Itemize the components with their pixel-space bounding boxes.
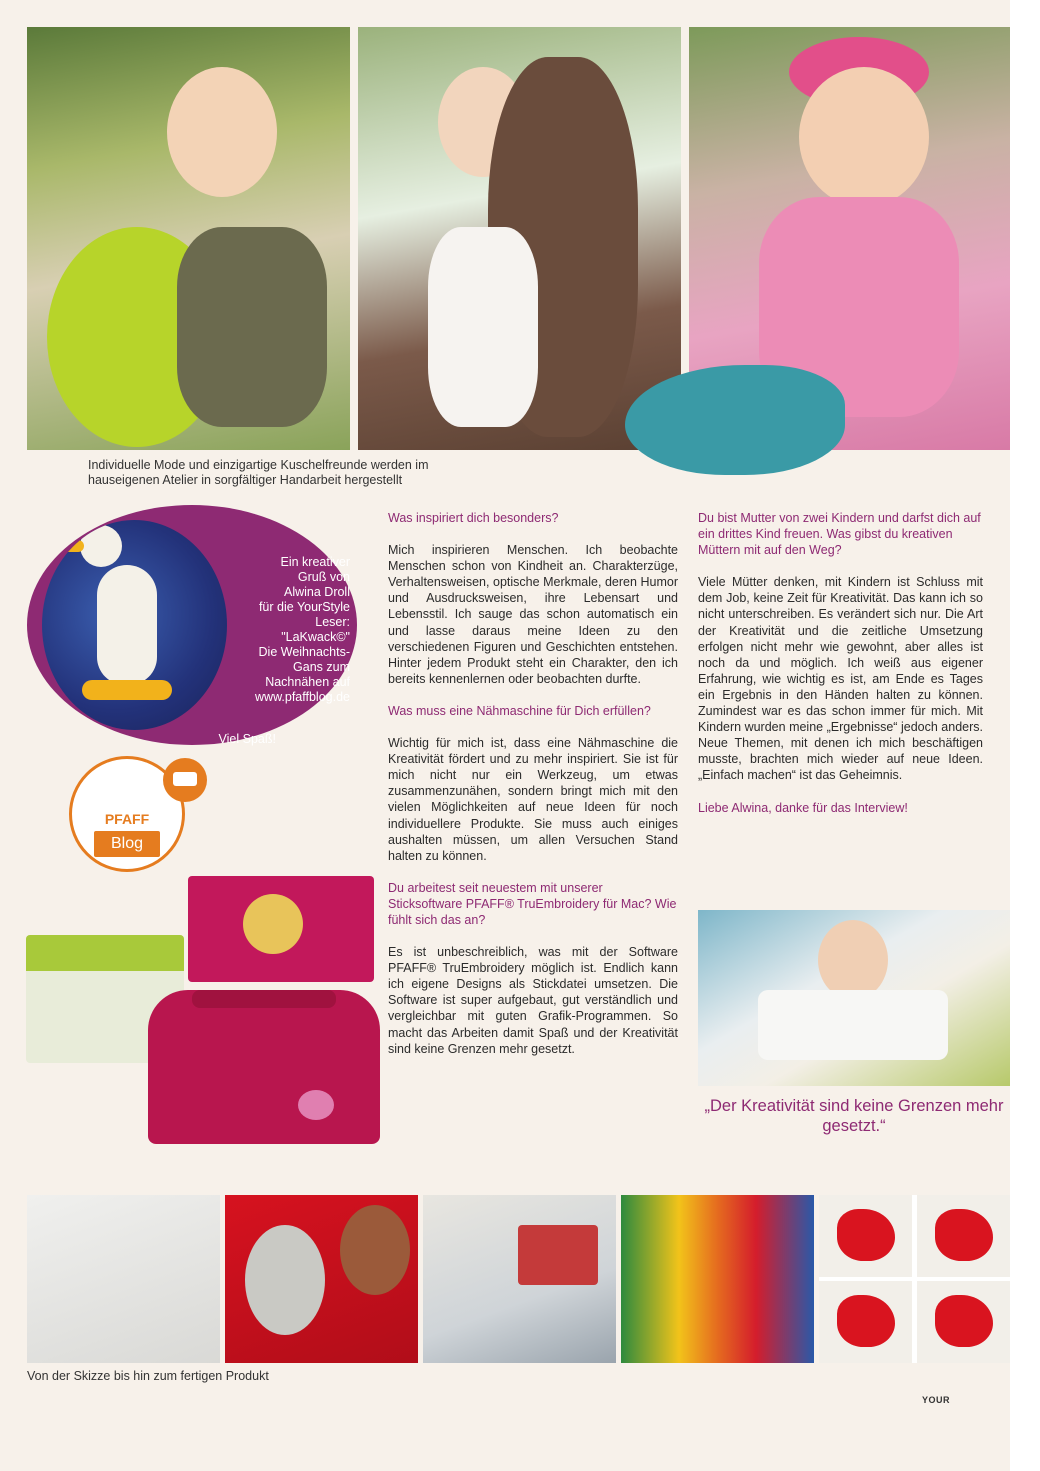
greeting-line: Die Weihnachts- [258,645,350,659]
embroidered-figure [243,894,303,954]
horse-print [245,1225,325,1335]
photo-red-shirts-horse-print [225,1195,418,1363]
skirt-waistband [192,990,336,1008]
sewing-machine-glyph [173,772,197,786]
photo-sketches [27,1195,220,1363]
greeting-text [198,555,350,705]
red-plush [935,1295,993,1347]
pfaff-blog-label: Blog [94,831,160,857]
red-plush [935,1209,993,1261]
photo-designer-at-computer [423,1195,616,1363]
goose-body [97,565,157,685]
greeting-line: "LaKwack©" [281,630,350,644]
sewing-machine [758,990,948,1060]
embroidered-figure [298,1090,334,1120]
blog-url[interactable]: www.pfaffblog.de [255,690,350,704]
goose-head [80,525,122,567]
woman-face [818,920,888,1000]
photo-woman-at-sewing-machine [698,910,1010,1086]
product-skirt [148,990,380,1144]
child-shirt [177,227,327,427]
answer: Viele Mütter denken, mit Kindern ist Schluss mit dem Job, keine Zeit für Kreativität. Das kann ich so nicht unterschreiben. Es verändert sich nur. Die Art der Kreativität und die zeitliche Umsetzung erfolgen nicht mehr wie gewohnt, aber alles ist noch da und möglich. Ich weiß aus eigener Erfahrung, wie wichtig es ist, am Ende es Tages ein Ergebnis in den Händen halten zu können. Zumindest war es das schon immer für mich. Mit Kindern wurden meine „Ergebnisse“ jedoch anders. Neue Themen, mit denen ich mich beschäftigen musste, brachten mich wieder auf neue Ideen. „Einfach machen“ ist das Geheimnis. [698,575,983,783]
plush-tile [819,1281,912,1363]
greeting-line: Leser: [315,615,350,629]
question: Du bist Mutter von zwei Kindern und darfst dich auf ein drittes Kind freuen. Was gibst du kreativen Müttern mit auf den Weg? [698,511,981,558]
pull-quote: „Der Kreativität sind keine Grenzen mehr gesetzt.“ [704,1097,1004,1135]
top-caption-line: hauseigenen Atelier in sorgfältiger Handarbeit hergestellt [88,473,403,487]
pfaff-brand: PFAFF [104,811,150,827]
plush-tile [917,1195,1010,1277]
red-plush [837,1209,895,1261]
greeting-closing: Viel Spaß! [218,732,276,746]
answer: Es ist unbeschreiblich, was mit der Software PFAFF® TruEmbroidery möglich ist. Endlich kann ich eigene Designs als Stickdatei umsetzen. Die Software ist super aufgebaut, gut verständlich und vergleichbar mit guten Grafik-Programmen. So macht das Arbeiten damit Spaß und der Kreativität sind keine Grenzen mehr gesetzt. [388,945,678,1056]
top-caption [88,458,518,488]
photo-red-plush-grid [819,1195,1010,1363]
greeting-line: Nachnähen auf [265,675,350,689]
greeting-line: Gans zum [293,660,350,674]
question: Was inspiriert dich besonders? [388,511,559,525]
sewing-machine-icon [163,758,207,802]
question: Du arbeitest seit neuestem mit unserer Sticksoftware PFAFF® TruEmbroidery für Mac? Wie fühlt sich das an? [388,880,677,927]
child-shirt [428,227,538,427]
monitor [518,1225,598,1285]
goose-feet [82,680,172,700]
child-face [167,67,277,197]
photo-clothing-rack [621,1195,814,1363]
greeting-line: für die YourStyle [258,600,350,614]
horse-print [340,1205,410,1295]
product-clutch [188,876,374,982]
photo-girl-with-brown-plush [358,27,681,450]
pouch-flap [26,935,184,971]
bottom-caption: Von der Skizze bis hin zum fertigen Produkt [27,1369,269,1383]
photo-boy-with-green-dinosaur [27,27,350,450]
interview-column-right [698,510,983,832]
greeting-line: Ein kreativer [280,555,350,569]
goose-beak [50,540,84,552]
child-face [799,67,929,207]
question: Was muss eine Nähmaschine für Dich erfüllen? [388,703,651,718]
greeting-line: Alwina Droll [284,585,350,599]
answer: Mich inspirieren Menschen. Ich beobachte Menschen schon von Kindheit an. Charakterzüge, Verhaltensweisen, optische Merkmale, deren Humor und Ausdrucksweisen, ihre Lebensart und Lebensstil. Ich sauge das schon automatisch ein und lasse daraus meine Ideen zu den verschiedenen Figuren und Geschichten entstehen. Hinter jedem Produkt steht ein Charakter, den ich bereits kennenlernen oder beobachten durfte. [388,543,678,686]
closing-thanks: Liebe Alwina, danke für das Interview! [698,800,908,815]
greeting-line: Gruß von [297,570,350,584]
plush-tile [917,1281,1010,1363]
red-plush [837,1295,895,1347]
top-caption-line: Individuelle Mode und einzigartige Kuschelfreunde werden im [88,458,429,472]
footer-mark: YOUR [922,1395,951,1405]
interview-column-middle [388,510,678,1073]
answer: Wichtig für mich ist, dass eine Nähmaschine die Kreativität fördert und zu mehr inspiriert. Sie ist für mich nicht nur ein Werkzeug, um etwas zusammenzunähen, sondern bringt mich mit den vielen Möglichkeiten auf neue Ideen für noch individuellere Produkte. Sie muss auch einiges aushalten müssen, um allen Versuchen Stand halten zu können. [388,736,678,863]
plush-tile [819,1195,912,1277]
